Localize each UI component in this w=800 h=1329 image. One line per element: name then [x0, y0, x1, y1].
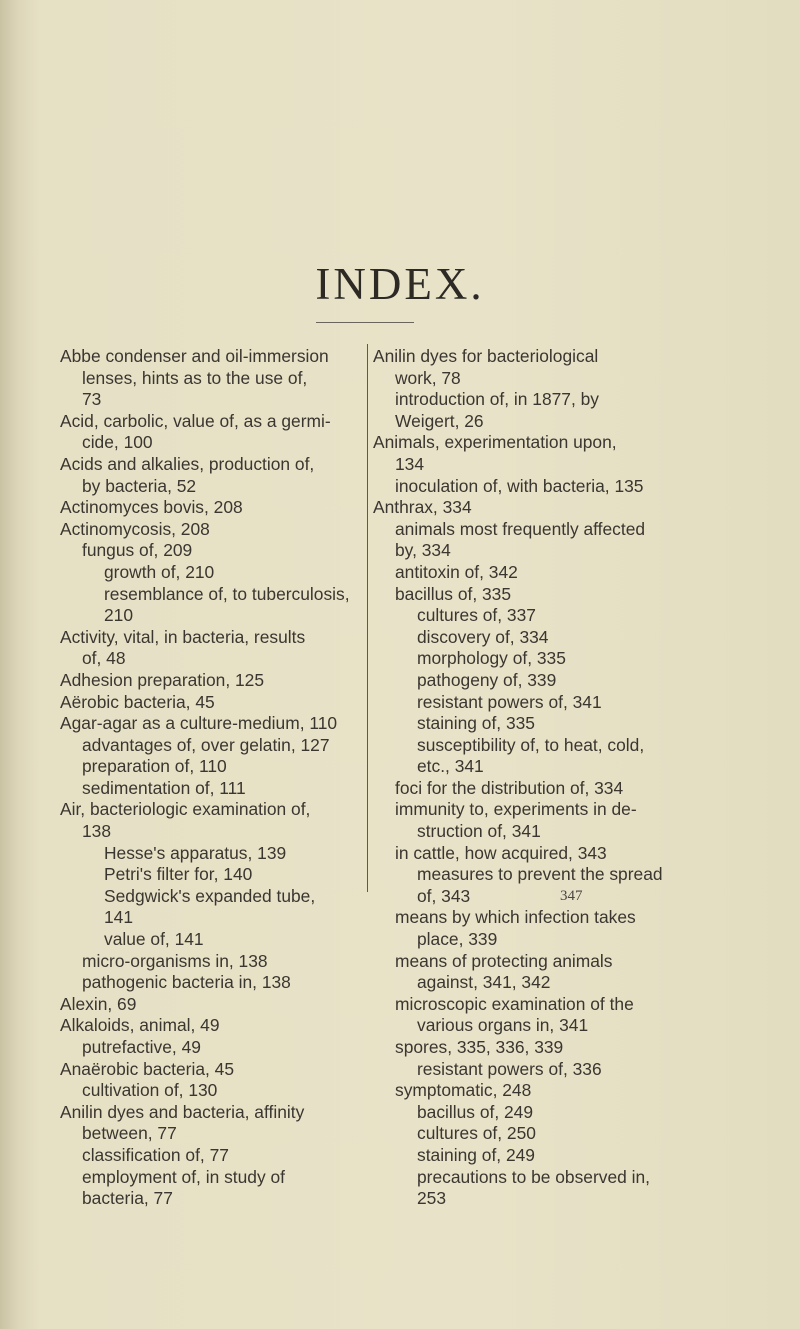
index-entry: pathogeny of, 339: [417, 669, 557, 690]
left-index-column: [60, 346, 366, 1210]
column-divider: [367, 344, 368, 892]
index-entry: Anaërobic bacteria, 45: [60, 1058, 235, 1079]
index-entry: foci for the distribution of, 334: [395, 777, 624, 798]
index-entry: classification of, 77: [82, 1144, 229, 1165]
index-entry: fungus of, 209: [82, 540, 193, 561]
index-entry: means of protecting animals: [395, 950, 613, 971]
index-entry: of, 343: [417, 885, 471, 906]
index-entry: 73: [82, 389, 102, 410]
index-entry: 141: [104, 907, 134, 928]
index-entry: microscopic examination of the: [395, 993, 634, 1014]
index-entry: resistant powers of, 336: [417, 1058, 602, 1079]
index-entry: Anilin dyes for bacteriological: [373, 346, 599, 366]
index-entry: morphology of, 335: [417, 648, 566, 669]
index-entry: Adhesion preparation, 125: [60, 669, 265, 690]
index-entry: sedimentation of, 111: [82, 777, 246, 798]
index-entry: Acids and alkalies, production of,: [60, 453, 315, 474]
index-entry: immunity to, experiments in de-: [395, 799, 637, 820]
index-entry: growth of, 210: [104, 561, 215, 582]
index-entry: Agar-agar as a culture-medium, 110: [60, 713, 338, 734]
index-entry: cultivation of, 130: [82, 1080, 218, 1101]
right-index-column: [373, 346, 773, 1210]
index-entry: etc., 341: [417, 756, 484, 777]
index-entry: Animals, experimentation upon,: [373, 432, 617, 453]
index-entry: cultures of, 250: [417, 1123, 536, 1144]
index-entry: staining of, 249: [417, 1144, 535, 1165]
index-entry: various organs in, 341: [417, 1015, 589, 1036]
index-entry: employment of, in study of: [82, 1166, 285, 1187]
index-heading: INDEX.: [315, 259, 485, 309]
index-entry: Abbe condenser and oil-immersion: [60, 346, 329, 366]
index-entry: Aërobic bacteria, 45: [60, 691, 215, 712]
index-entry: Petri's filter for, 140: [104, 864, 253, 885]
index-entry: Alexin, 69: [60, 993, 137, 1014]
index-entry: against, 341, 342: [417, 972, 551, 993]
index-entry: lenses, hints as to the use of,: [82, 367, 308, 388]
index-entry: Alkaloids, animal, 49: [60, 1015, 220, 1036]
index-entry: by bacteria, 52: [82, 475, 197, 496]
index-entry: spores, 335, 336, 339: [395, 1037, 564, 1057]
index-entry: cide, 100: [82, 432, 153, 453]
index-entry: by, 334: [395, 540, 451, 561]
index-entry: 138: [82, 821, 112, 842]
index-entry: micro-organisms in, 138: [82, 950, 268, 971]
index-entry: Anthrax, 334: [373, 497, 472, 518]
index-entry: susceptibility of, to heat, cold,: [417, 734, 645, 755]
index-entry: between, 77: [82, 1123, 177, 1144]
index-entry: introduction of, in 1877, by: [395, 389, 599, 410]
index-entry: work, 78: [395, 367, 461, 388]
index-entry: resemblance of, to tuberculosis,: [104, 583, 350, 604]
index-entry: antitoxin of, 342: [395, 561, 518, 582]
index-entry: Activity, vital, in bacteria, results: [60, 626, 306, 647]
index-entry: preparation of, 110: [82, 756, 227, 777]
index-entry: Sedgwick's expanded tube,: [104, 885, 316, 906]
index-entry: Actinomyces bovis, 208: [60, 497, 243, 518]
index-entry: Air, bacteriologic examination of,: [60, 799, 311, 820]
index-entry: bacteria, 77: [82, 1188, 173, 1209]
index-entry: 253: [417, 1188, 447, 1209]
index-entry: animals most frequently affected: [395, 518, 646, 539]
index-entry: in cattle, how acquired, 343: [395, 842, 607, 863]
index-entry: pathogenic bacteria in, 138: [82, 972, 291, 993]
heading-rule: [316, 322, 414, 323]
index-entry: resistant powers of, 341: [417, 691, 602, 712]
index-entry: advantages of, over gelatin, 127: [82, 734, 330, 755]
index-entry: Anilin dyes and bacteria, affinity: [60, 1101, 305, 1122]
index-entry: bacillus of, 335: [395, 583, 512, 604]
index-entry: 210: [104, 605, 134, 626]
index-entry: cultures of, 337: [417, 605, 536, 626]
index-entry: precautions to be observed in,: [417, 1166, 650, 1187]
index-entry: inoculation of, with bacteria, 135: [395, 475, 644, 496]
index-entry: putrefactive, 49: [82, 1037, 201, 1057]
index-entry: Hesse's apparatus, 139: [104, 842, 287, 863]
index-entry: value of, 141: [104, 929, 204, 950]
index-entry: of, 48: [82, 648, 126, 669]
index-entry: bacillus of, 249: [417, 1101, 534, 1122]
page-number: 347: [560, 888, 583, 904]
index-entry: Acid, carbolic, value of, as a germi-: [60, 410, 331, 431]
index-entry: discovery of, 334: [417, 626, 549, 647]
index-entry: measures to prevent the spread: [417, 864, 663, 885]
index-entry: 134: [395, 453, 425, 474]
index-entry: place, 339: [417, 929, 498, 950]
index-entry: symptomatic, 248: [395, 1080, 532, 1101]
index-entry: Actinomycosis, 208: [60, 518, 210, 539]
index-entry: struction of, 341: [417, 821, 541, 842]
index-entry: Weigert, 26: [395, 410, 484, 431]
index-entry: means by which infection takes: [395, 907, 636, 928]
index-entry: staining of, 335: [417, 713, 535, 734]
